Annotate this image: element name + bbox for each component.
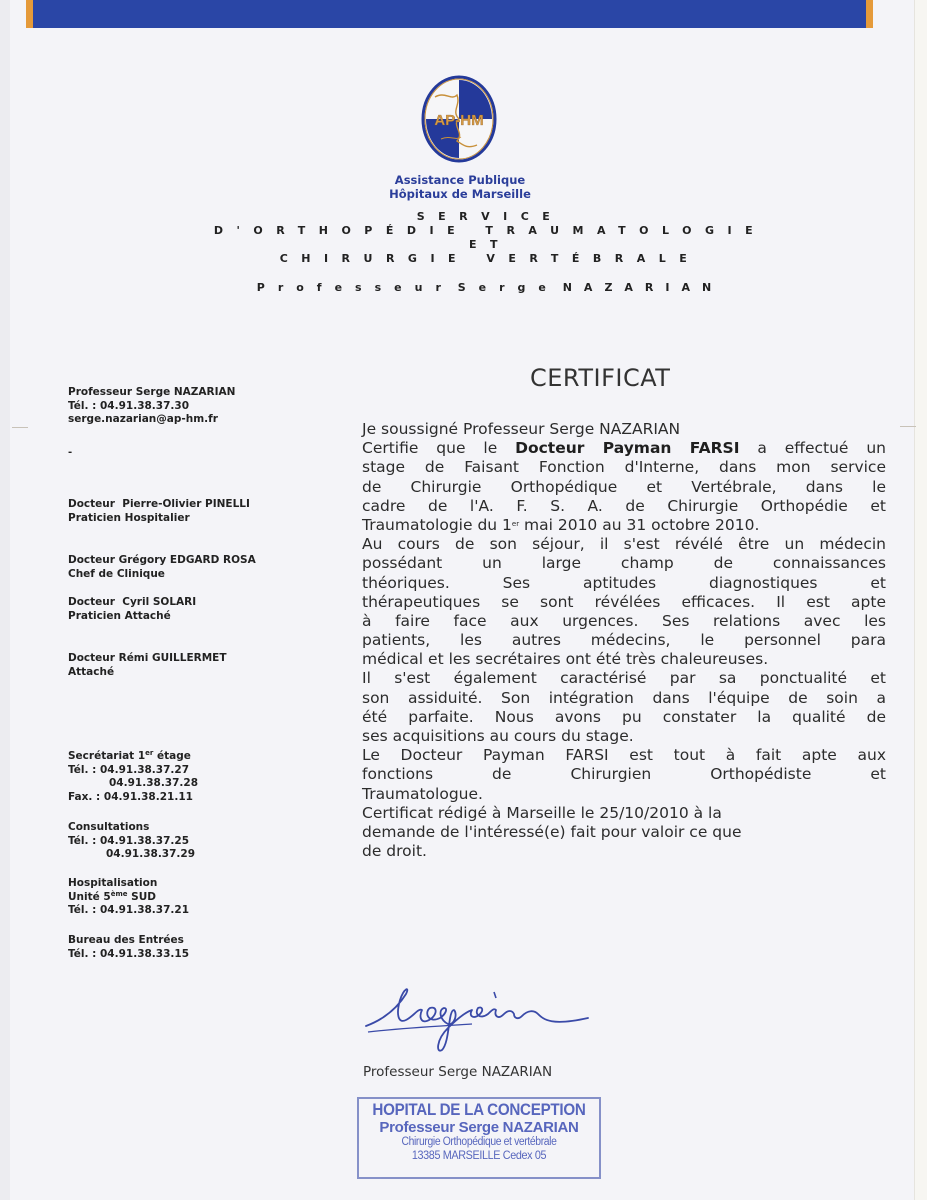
stamp-line-3: Chirurgie Orthopédique et vertébrale	[401, 1136, 557, 1148]
page-edge-right	[914, 0, 927, 1200]
body-line: thérapeutiques se sont révélées efficaces. Il est apte	[362, 592, 886, 611]
staff-item	[68, 596, 196, 623]
body-line: de droit.	[362, 842, 427, 861]
body-line: stage de Faisant Fonction d'Interne, dans mon service	[362, 458, 886, 477]
head-name: Professeur Serge NAZARIAN	[68, 386, 236, 398]
secretariat-title-sup: er	[145, 749, 154, 757]
head-contact	[68, 386, 235, 427]
hospitalisation-unit	[68, 891, 189, 905]
staff-role: Praticien Hospitalier	[68, 511, 190, 524]
signature-icon	[362, 980, 602, 1060]
staff-role: Chef de Clinique	[68, 567, 165, 580]
consultations-tel2: 04.91.38.37.29	[106, 848, 196, 860]
unit-text: Unité 5	[68, 890, 111, 903]
secretariat-tel2: 04.91.38.37.28	[109, 777, 199, 789]
staff-role: Praticien Attaché	[68, 609, 171, 622]
bureau-title: Bureau des Entrées	[68, 934, 184, 946]
body-line: Traumatologue.	[362, 784, 483, 803]
body-line-text: Traumatologie du 1	[362, 515, 512, 534]
certificate-title: CERTIFICAT	[530, 364, 671, 392]
body-line: demande de l'intéressé(e) fait pour valoir ce que	[362, 822, 742, 841]
consultations-title: Consultations	[68, 821, 150, 833]
body-line: son assiduité. Son intégration dans l'équipe de soin a	[362, 688, 886, 707]
unit-sup: ème	[110, 889, 128, 898]
head-email: serge.nazarian@ap-hm.fr	[68, 413, 218, 425]
staff-name: Docteur Rémi GUILLERMET	[68, 652, 227, 664]
body-line: théoriques. Ses aptitudes diagnostiques et	[362, 573, 886, 592]
logo-text: AP-HM	[434, 112, 484, 129]
page-edge-left	[0, 0, 10, 1200]
service-line-1: SERVICE	[416, 210, 564, 223]
body-line-text: mai 2010 au 31 octobre 2010.	[519, 515, 760, 534]
professor-header-first: Serge	[457, 281, 559, 294]
secretariat-tel1: Tél. : 04.91.38.37.27	[68, 763, 190, 776]
stamp-line-4: 13385 MARSEILLE Cedex 05	[411, 1148, 547, 1162]
secretariat-title	[68, 750, 198, 764]
secretariat-title-text: Secrétariat 1	[68, 750, 146, 762]
body-line: possédant un large champ de connaissances	[362, 554, 886, 573]
body-line: fonctions de Chirurgien Orthopédiste et	[362, 765, 886, 784]
body-line: médical et les secrétaires ont été très chaleureuses.	[362, 650, 769, 669]
body-line: été parfaite. Nous avons pu constater la qualité de	[362, 707, 886, 726]
body-line: cadre de l'A. F. S. A. de Chirurgie Orthopédie et	[362, 496, 886, 515]
consultations-contact	[68, 821, 195, 862]
body-line: Le Docteur Payman FARSI est tout à fait apte aux	[362, 746, 886, 765]
org-line-2: Hôpitaux de Marseille	[389, 187, 531, 201]
body-line: Je soussigné Professeur Serge NAZARIAN	[362, 420, 681, 438]
consultations-tel1: Tél. : 04.91.38.37.25	[68, 834, 190, 847]
aphm-logo-icon	[421, 75, 497, 163]
bureau-tel: Tél. : 04.91.38.33.15	[68, 947, 190, 960]
letterhead-top-bar	[26, 0, 873, 28]
professor-header-last: NAZARIAN	[562, 281, 724, 294]
staff-item	[68, 652, 226, 679]
body-line: à faire face aux urgences. Ses relations avec les	[362, 611, 886, 630]
secretariat-fax: Fax. : 04.91.38.21.11	[68, 790, 193, 803]
secretariat-title-post: étage	[153, 750, 191, 762]
secretariat-contact	[68, 750, 198, 804]
professor-header	[0, 281, 927, 294]
service-line-3: ET	[468, 238, 512, 251]
organization-name	[340, 173, 580, 201]
hospitalisation-contact	[68, 877, 189, 918]
body-line-text: a effectué un	[739, 439, 886, 458]
staff-name: Docteur Pierre-Olivier PINELLI	[68, 498, 250, 510]
body-line: Au cours de son séjour, il s'est révélé être un médecin	[362, 535, 886, 554]
stamp-line-2: Professeur Serge NAZARIAN	[379, 1119, 579, 1136]
body-line-sup: er	[511, 519, 520, 528]
unit-post: SUD	[127, 890, 156, 903]
body-line: de Chirurgie Orthopédique et Vertébrale, dans le	[362, 477, 886, 496]
body-line	[362, 516, 886, 535]
hospitalisation-title: Hospitalisation	[68, 877, 158, 889]
hospitalisation-tel: Tél. : 04.91.38.37.21	[68, 904, 190, 916]
staff-name: Docteur Cyril SOLARI	[68, 596, 197, 608]
bureau-contact	[68, 934, 189, 961]
fold-mark-left	[12, 427, 28, 428]
staff-role: Attaché	[68, 665, 115, 678]
head-tel: Tél. : 04.91.38.37.30	[68, 399, 190, 412]
fold-mark-right	[900, 426, 916, 427]
body-line: patients, les autres médecins, le personnel para	[362, 631, 886, 650]
service-line-2: D'ORTHOPÉDIE TRAUMATOLOGIE	[213, 224, 767, 237]
staff-item	[68, 498, 250, 525]
signer-name: Professeur Serge NAZARIAN	[363, 1064, 553, 1080]
org-line-1: Assistance Publique	[394, 173, 526, 187]
doctor-name: Docteur Payman FARSI	[515, 439, 740, 458]
stamp-line-1: HOPITAL DE LA CONCEPTION	[372, 1101, 586, 1119]
body-line: Il s'est également caractérisé par sa ponctualité et	[362, 669, 886, 688]
service-line-4: CHIRURGIE VERTÉBRALE	[279, 252, 701, 265]
body-line: Certificat rédigé à Marseille le 25/10/2010 à la	[362, 803, 722, 822]
professor-header-title: Professeur	[256, 281, 454, 294]
staff-name: Docteur Grégory EDGARD ROSA	[68, 554, 256, 566]
certificate-body	[362, 420, 886, 861]
staff-item	[68, 554, 256, 581]
body-line-text: Certifie que le	[362, 439, 516, 458]
hospital-stamp	[357, 1097, 601, 1179]
body-line: ses acquisitions au cours du stage.	[362, 727, 634, 745]
sidebar-dash: -	[68, 447, 73, 458]
body-line	[362, 439, 886, 458]
